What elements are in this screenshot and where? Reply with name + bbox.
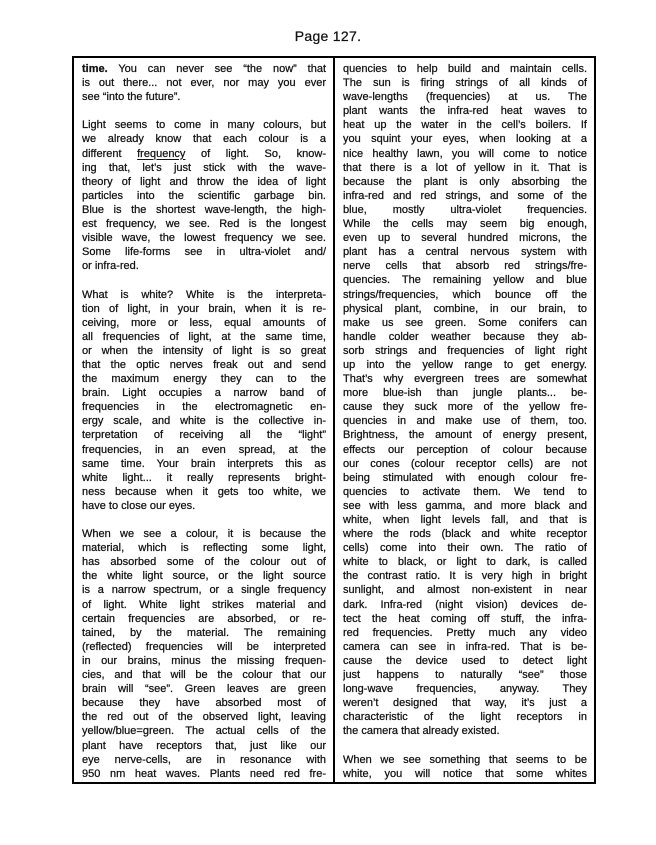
text-line: have to close our eyes. [82,499,196,512]
text-line: handle colder weather because they ab- [343,330,587,343]
text-line: white, when light levels fall, and that is [343,514,587,526]
text-line: plant wants the infra-red heat waves to [343,105,587,118]
text-line: nerve cells that absorb red strings/fre- [343,260,587,273]
text-line: sunlight, and almost non-existent in near [343,584,587,597]
text-line: ing that, let’s just stick with the wave- [82,161,326,174]
text-line: est frequency, we see. Red is the longest [82,218,326,231]
text-line: Brightness, the amount of energy present, [343,429,587,442]
text-line: the contrast ratio. It is very high in bright [343,570,587,583]
text-line: same time. Your brain interprets this as [82,457,326,470]
text-line: (reflected) frequencies will be interpreted [82,640,326,653]
text-line: or infra-red. [82,260,139,273]
text-line: quencies to activate them. We tend to [343,485,587,498]
paragraph [82,527,326,781]
text-line: blue, mostly ultra-violet frequencies. [343,203,587,216]
text-line: plant has a central nervous system with [343,246,587,259]
text-line: the red out of the observed light, leaving [82,711,326,724]
paragraph [343,62,587,739]
text-line: you squint your eyes, when looking at a [343,133,587,146]
text-line: physical plant, combine, in our brain, to [343,302,587,315]
text-line: up into the yellow range to get energy. [343,358,587,371]
paragraph [82,288,326,514]
text-line: the camera that already existed. [343,725,500,738]
text-line: wave-lengths (frequencies) at us. The [343,91,587,104]
text-line: is out there... not ever, nor may you ever [82,77,326,90]
text-line: frequencies, in an even spread, at the [82,443,326,456]
text-line: particles into the scientific garbage bin. [82,189,326,202]
text-line: visible wave, the lowest frequency we see. [82,232,326,245]
text-line: see with less gamma, and more black and [343,499,587,512]
text-line: sorb strings and frequencies of light right [343,344,587,357]
text-line: white to black, or light to dark, is called [343,556,587,569]
left-column [74,58,333,782]
text-line: infra-red and red strings, and some of the [343,189,587,202]
text-line: even up to several hundred microns, the [343,232,587,245]
text-line: 950 nm heat waves. Plants need red fre- [82,767,326,780]
text-line: theory of light and throw the idea of light [82,175,326,188]
text-line: or when the intensity of light is so great [82,344,326,357]
text-line: cause the device used to detect light [343,654,587,667]
text-line: long-wave frequencies, anyway. They [343,683,587,696]
text-line: frequencies in the electromagnetic en- [82,401,326,414]
text-line: yellow/blue=green. The actual cells of the [82,725,326,738]
text-line: When we see something that seems to be [343,753,587,766]
text-line: white, you will notice that some whites [343,767,587,780]
text-line: effects our perception of colour because [343,443,587,456]
text-line: While the cells may seem big enough, [343,218,587,231]
text-line: cause they suck more of the yellow fre- [343,401,587,414]
text-line: brain. Light occupies a narrow band of [82,387,326,400]
text-line: characteristic of the light receptors in [343,711,587,724]
text-line: being stimulated with enough colour fre- [343,471,587,484]
paragraph [343,753,587,781]
text-line: cells) come into their own. The ratio of [343,542,587,555]
text-line: that there is a lot of yellow in it. That is [343,161,587,174]
text-line: has absorbed some of the colour out of [82,556,326,569]
text-line: material, which is reflecting some light, [82,542,326,555]
text-line: ceiving, more or less, equal amounts of [82,316,326,329]
text-line: time. You can never see “the now” that [82,63,326,75]
text-line: of light. White light strikes material and [82,598,326,611]
text-line: just happens to naturally “see” those [343,669,587,682]
text-line: is a narrow spectrum, or a single frequency [82,584,326,597]
text-line: When we see a colour, it is because the [82,528,326,541]
text-line: Some life-forms see in ultra-violet and/ [82,246,326,259]
text-line: ness because when it gets too white, we [82,485,326,498]
text-line: the white light source, or the light source [82,570,326,583]
text-line: dark. Infra-red (night vision) devices de- [343,598,587,611]
text-line: more blue-ish than jungle plants... be- [343,387,587,400]
text-line: heat up the water in the cell’s boilers. If [343,119,587,132]
text-line: weren’t designed that way, it’s just a [343,697,587,710]
text-line: where the rods (black and white receptor [343,528,587,541]
text-line: plant have receptors that, just like our [82,739,326,752]
content-box [72,56,596,784]
text-line: that the optic nerves freak out and send [82,358,326,371]
text-line: terpretation of receiving all the “light” [82,429,326,442]
text-line: eye nerve-cells, are in resonance with [82,753,326,766]
text-line: tion of light, in your brain, when it is re- [82,302,326,315]
text-line: the maximum energy they can to the [82,373,326,386]
text-line: we already know that each colour is a [82,133,326,146]
text-line: cies, and that will be the colour that our [82,669,326,682]
text-line: That’s why evergreen trees are somewhat [343,373,587,386]
text-line: white light... it really represents bright- [82,471,326,484]
paragraph [82,62,326,104]
text-line: camera can see in infra-red. That is be- [343,640,587,653]
text-line: brain will “see”. Green leaves are green [82,683,326,696]
text-line: tained, by the material. The remaining [82,626,326,639]
text-line: ergy scale, and white is the collective in- [82,415,326,428]
text-line: quencies. The remaining yellow and blue [343,274,587,287]
text-line: What is white? White is the interpreta- [82,288,326,301]
text-line: see “into the future”. [82,91,181,104]
text-line: our cones (colour receptor cells) are not [343,457,587,470]
page-number-header: Page 127. [294,28,362,44]
text-line: all frequencies of light, at the same time, [82,330,326,343]
paragraph [82,118,326,273]
text-line: strings/frequencies, which bounce off the [343,288,587,301]
text-line: certain frequencies are absorbed, or re- [82,612,326,625]
text-line: quencies in and make use of them, too. [343,415,587,428]
text-line: Blue is the shortest wave-length, the high- [82,203,326,216]
text-line: tect the heat coming off stuff, the infra- [343,612,587,625]
text-line: The sun is firing strings of all kinds of [343,77,587,90]
text-line: make us see green. Some conifers can [343,316,587,329]
text-line: Light seems to come in many colours, but [82,119,326,132]
text-line: in our brains, minus the missing frequen- [82,654,326,667]
text-line: because the plant is only absorbing the [343,175,587,188]
right-column [335,58,594,782]
text-line: nice healthy lawn, you will come to notice [343,147,587,160]
text-line: because they have absorbed most of [82,697,326,710]
text-line: different frequency of light. So, know- [82,147,326,160]
text-line: quencies to help build and maintain cells. [343,63,587,75]
text-line: red frequencies. Pretty much any video [343,626,587,639]
